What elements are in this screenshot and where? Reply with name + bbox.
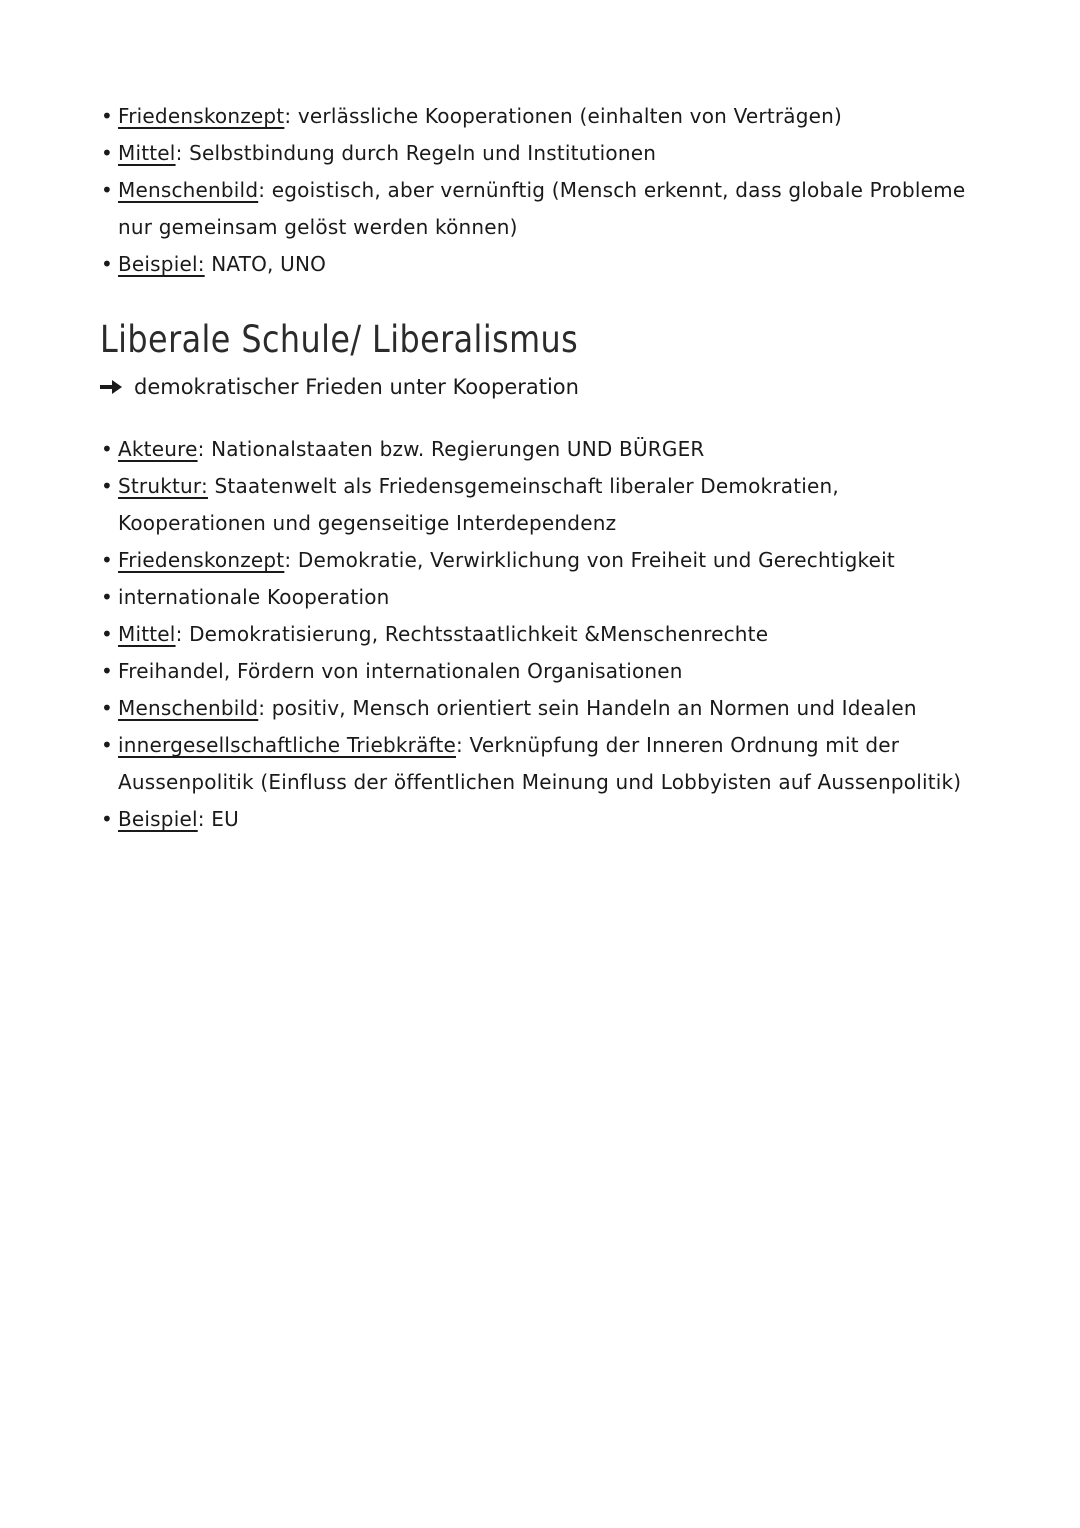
item-text: Selbstbindung durch Regeln und Institutionen xyxy=(182,141,657,165)
item-term: Struktur: xyxy=(118,474,208,498)
list-item xyxy=(0,542,1080,579)
bullet-icon: • xyxy=(101,252,113,276)
item-text: Freihandel, Fördern von internationalen Organisationen xyxy=(118,659,683,683)
item-text: egoistisch, aber vernünftig (Mensch erkennt, dass globale Probleme nur gemeinsam gelöst werden können) xyxy=(118,178,966,239)
bullet-icon: • xyxy=(101,659,113,683)
list-item xyxy=(0,431,1080,468)
bullet-icon: • xyxy=(101,474,113,498)
summary-line xyxy=(100,372,579,402)
bullet-icon: • xyxy=(101,807,113,831)
item-text: Verknüpfung der Inneren Ordnung mit der Aussenpolitik (Einfluss der öffentlichen Meinung und Lobbyisten auf Aussenpolitik) xyxy=(118,733,962,794)
item-text: Staatenwelt als Friedensgemeinschaft liberaler Demokratien, Kooperationen und gegenseitige Interdependenz xyxy=(118,474,839,535)
item-term: Beispiel: xyxy=(118,252,205,276)
item-term: Beispiel xyxy=(118,807,198,831)
item-text: EU xyxy=(204,807,239,831)
item-sep: : xyxy=(197,807,205,831)
list-item xyxy=(0,98,1080,135)
item-term: Menschenbild xyxy=(118,696,259,720)
item-text: Demokratie, Verwirklichung von Freiheit und Gerechtigkeit xyxy=(291,548,895,572)
bullet-icon: • xyxy=(101,548,113,572)
section-1-list xyxy=(0,98,1080,283)
list-item xyxy=(0,172,1080,246)
item-sep: : xyxy=(197,437,205,461)
item-term: Menschenbild xyxy=(118,178,259,202)
summary-text: demokratischer Frieden unter Kooperation xyxy=(134,375,579,399)
section-heading: Liberale Schule/ Liberalismus xyxy=(100,318,579,361)
bullet-icon: • xyxy=(101,141,113,165)
list-item xyxy=(0,801,1080,838)
list-item xyxy=(0,616,1080,653)
right-arrow-icon xyxy=(100,380,122,394)
section-2 xyxy=(0,431,1080,838)
item-text: Nationalstaaten bzw. Regierungen UND BÜRGER xyxy=(204,437,705,461)
list-item xyxy=(0,246,1080,283)
list-item xyxy=(0,653,1080,690)
bullet-icon: • xyxy=(101,437,113,461)
list-item xyxy=(0,468,1080,542)
item-text: verlässliche Kooperationen (einhalten von Verträgen) xyxy=(291,104,843,128)
item-term: Friedenskonzept xyxy=(118,548,285,572)
bullet-icon: • xyxy=(101,104,113,128)
item-text: Demokratisierung, Rechtsstaatlichkeit &Menschenrechte xyxy=(182,622,769,646)
item-term: Mittel xyxy=(118,141,176,165)
item-sep: : xyxy=(284,104,292,128)
item-term: innergesellschaftliche Triebkräfte xyxy=(118,733,457,757)
item-text: internationale Kooperation xyxy=(118,585,390,609)
item-sep: : xyxy=(258,696,266,720)
list-item xyxy=(0,135,1080,172)
item-term: Friedenskonzept xyxy=(118,104,285,128)
item-text: positiv, Mensch orientiert sein Handeln an Normen und Idealen xyxy=(265,696,917,720)
item-term: Mittel xyxy=(118,622,176,646)
list-item xyxy=(0,579,1080,616)
item-sep: : xyxy=(175,141,183,165)
list-item xyxy=(0,727,1080,801)
item-sep: : xyxy=(175,622,183,646)
bullet-icon: • xyxy=(101,178,113,202)
item-sep: : xyxy=(258,178,266,202)
item-text: NATO, UNO xyxy=(204,252,327,276)
item-sep: : xyxy=(456,733,463,757)
section-1 xyxy=(0,98,1080,283)
list-item xyxy=(0,690,1080,727)
bullet-icon: • xyxy=(101,733,113,757)
section-2-list xyxy=(0,431,1080,838)
bullet-icon: • xyxy=(101,585,113,609)
item-term: Akteure xyxy=(118,437,198,461)
item-sep: : xyxy=(284,548,292,572)
bullet-icon: • xyxy=(101,696,113,720)
bullet-icon: • xyxy=(101,622,113,646)
